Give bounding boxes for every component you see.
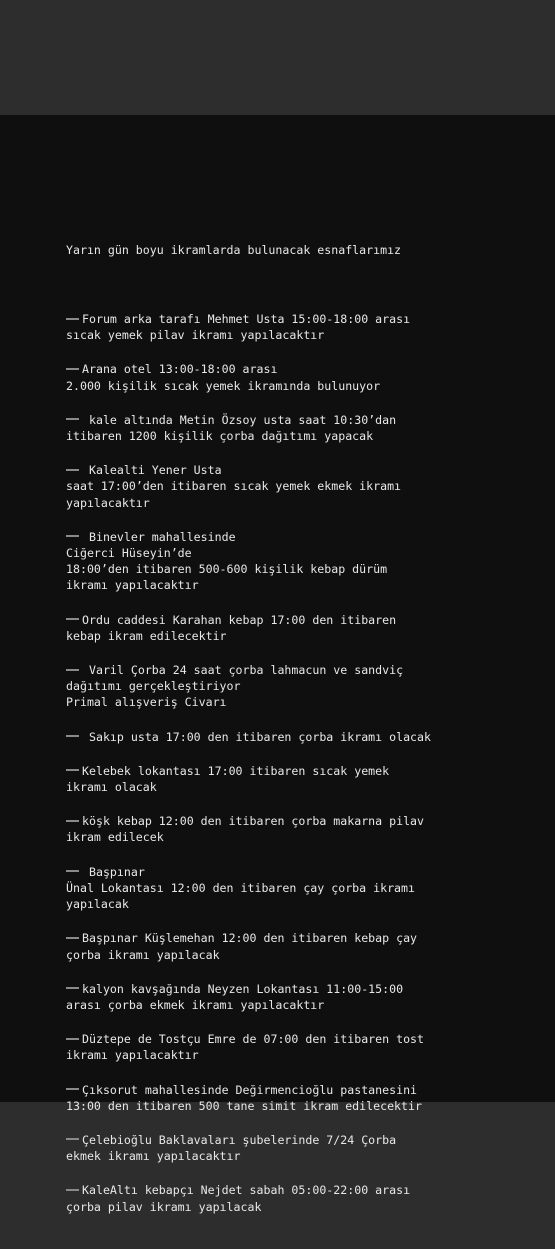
- list-item-text: Çelebioğlu Baklavaları şubelerinde 7/24 Çorba ekmek ikramı yapılacaktır: [66, 1132, 397, 1164]
- list-item: [66, 462, 536, 511]
- list-item-text: Binevler mahallesinde Ciğerci Hüseyin’de 18:00’den itibaren 500-600 kişilik kebap dürüm ikramı yapılacaktır: [66, 529, 388, 593]
- dash-bullet-icon: [66, 469, 79, 471]
- list-item-text: Kelebek lokantası 17:00 itibaren sıcak yemek ikramı olacak: [66, 763, 390, 795]
- list-item-text: kale altında Metin Özsoy usta saat 10:30’dan itibaren 1200 kişilik çorba dağıtımı yapacak: [66, 412, 397, 444]
- list-item: [66, 612, 536, 644]
- dash-bullet-icon: [66, 987, 79, 989]
- list-item-text: Ordu caddesi Karahan kebap 17:00 den itibaren kebap ikram edilecektir: [66, 612, 397, 643]
- dash-bullet-icon: [66, 735, 79, 737]
- list-item-text: Sakıp usta 17:00 den itibaren çorba ikramı olacak: [82, 729, 432, 744]
- dash-bullet-icon: [66, 1138, 79, 1140]
- list-item: [66, 412, 536, 444]
- list-item-text: Kalealti Yener Usta saat 17:00’den itibaren sıcak yemek ekmek ikramı yapılacaktır: [66, 463, 402, 510]
- list-item-text: Forum arka tarafı Mehmet Usta 15:00-18:00 arası sıcak yemek pilav ikramı yapılacaktır: [66, 312, 411, 343]
- note-content: [66, 210, 536, 1249]
- list-item: [66, 662, 536, 711]
- dash-bullet-icon: [66, 368, 79, 370]
- dash-bullet-icon: [66, 418, 79, 420]
- list-item: [66, 1082, 536, 1114]
- dash-bullet-icon: [66, 318, 79, 320]
- list-item-text: Düztepe de Tostçu Emre de 07:00 den itibaren tost ikramı yapılacaktır: [66, 1032, 425, 1063]
- list-item: [66, 1182, 536, 1214]
- top-dark-band: [0, 0, 555, 115]
- list-item: [66, 1132, 536, 1164]
- list-item-text: köşk kebap 12:00 den itibaren çorba makarna pilav ikram edilecek: [66, 814, 425, 845]
- dash-bullet-icon: [66, 1088, 79, 1090]
- dash-bullet-icon: [66, 870, 79, 872]
- dash-bullet-icon: [66, 1038, 79, 1040]
- dash-bullet-icon: [66, 535, 79, 537]
- list-item-text: Varil Çorba 24 saat çorba lahmacun ve sandviç dağıtımı gerçekleştiriyor Primal alışveriş Civarı: [66, 663, 404, 710]
- list-item: [66, 529, 536, 594]
- list-item: [66, 763, 536, 795]
- list-item-text: kalyon kavşağında Neyzen Lokantası 11:00-15:00 arası çorba ekmek ikramı yapılacaktır: [66, 981, 404, 1012]
- dash-bullet-icon: [66, 820, 79, 822]
- dash-bullet-icon: [66, 769, 79, 771]
- list-item-text: Arana otel 13:00-18:00 arası 2.000 kişilik sıcak yemek ikramında bulunuyor: [66, 362, 381, 393]
- note-title: Yarın gün boyu ikramlarda bulunacak esnaflarımız: [66, 243, 402, 258]
- list-item-text: Başpınar Ünal Lokantası 12:00 den itibaren çay çorba ikramı yapılacak: [66, 864, 416, 912]
- list-item-text: KaleAltı kebapçı Nejdet sabah 05:00-22:00 arası çorba pilav ikramı yapılacak: [66, 1183, 411, 1214]
- list-item: [66, 813, 536, 845]
- dash-bullet-icon: [66, 669, 79, 671]
- list-item-text: Başpınar Küşlemehan 12:00 den itibaren kebap çay çorba ikramı yapılacak: [66, 931, 418, 962]
- list-item: [66, 361, 536, 393]
- list-item: [66, 864, 536, 913]
- list-item-text: Çıksorut mahallesinde Değirmencioğlu pastanesini 13:00 den itibaren 500 tane simit ikram edilecektir: [66, 1082, 422, 1113]
- dash-bullet-icon: [66, 1189, 79, 1191]
- list-item: [66, 311, 536, 343]
- entry-list: [66, 311, 536, 1215]
- list-item: [66, 1031, 536, 1063]
- dash-bullet-icon: [66, 618, 79, 620]
- list-item: [66, 981, 536, 1013]
- dash-bullet-icon: [66, 937, 79, 939]
- list-item: [66, 930, 536, 962]
- list-item: [66, 729, 536, 745]
